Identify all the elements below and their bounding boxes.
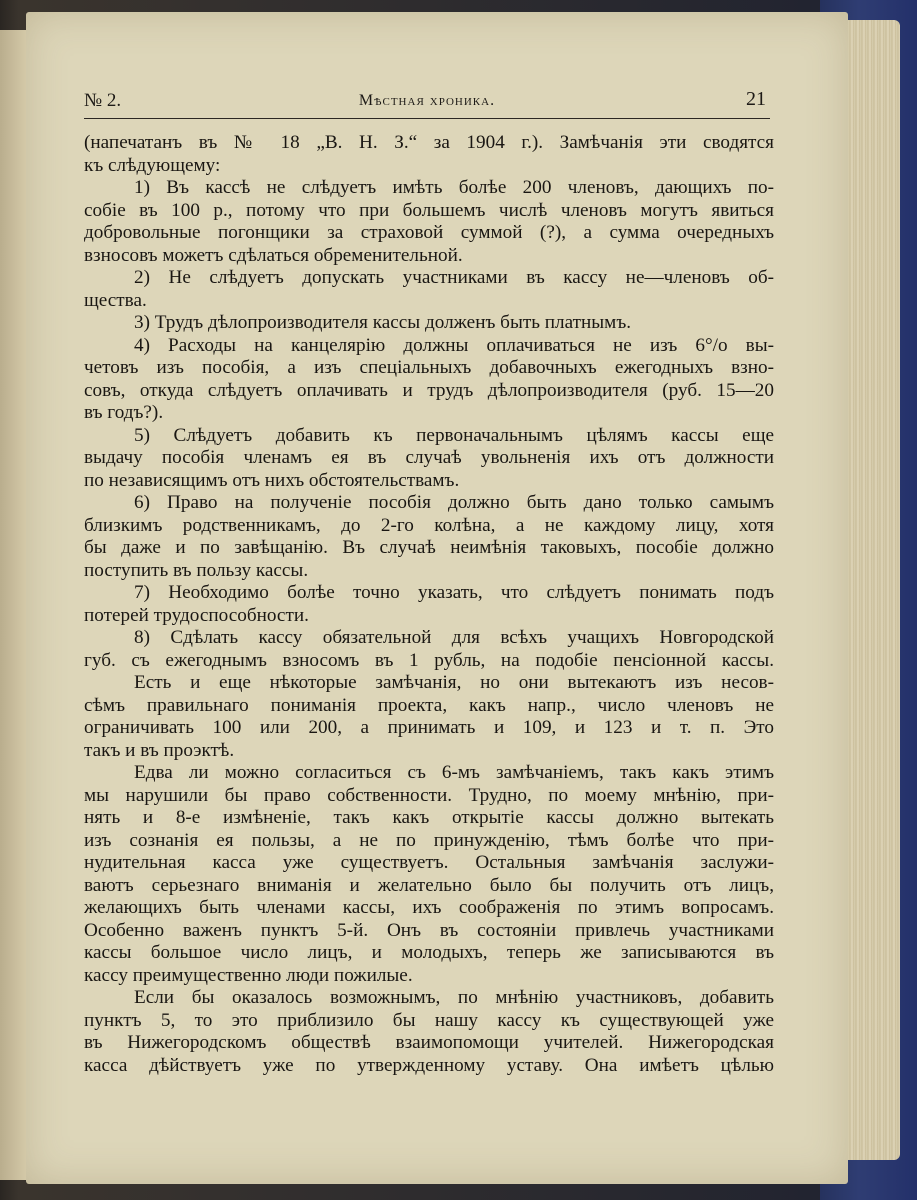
text-line: въ Нижегородскомъ обществѣ взаимопомощи учителей. Нижегородская (84, 1032, 774, 1053)
text-line: 5) Слѣдуетъ добавить къ первоначальнымъ цѣлямъ кассы еще (134, 424, 774, 446)
text-line: мы нарушили бы право собственности. Трудно, по моему мнѣнію, при- (84, 784, 774, 806)
text-line: такъ и въ проэктѣ. (84, 739, 235, 761)
text-line: 7) Необходимо болѣе точно указать, что слѣдуетъ понимать подъ (134, 582, 774, 603)
text-line: кассы большое число лицъ, и молодыхъ, теперь же записываются въ (84, 942, 774, 963)
text-line: ваютъ серьезнаго вниманія и желательно было бы получить отъ лицъ, (84, 874, 774, 896)
text-line: 1) Въ кассѣ не слѣдуетъ имѣть болѣе 200 членовъ, дающихъ по- (134, 177, 774, 198)
text-line: добровольные погонщики за страховой суммой (?), а сумма очередныхъ (84, 222, 774, 243)
text-line: Едва ли можно согласиться съ 6-мъ замѣчаніемъ, такъ какъ этимъ (134, 762, 774, 783)
text-line: нять и 8-е измѣненіе, такъ какъ открытіе кассы должно вытекать (84, 807, 774, 828)
text-line: 8) Сдѣлать кассу обязательной для всѣхъ учащихъ Новгородской (134, 627, 774, 648)
text-line: 3) Трудъ дѣлопроизводителя кассы долженъ быть платнымъ. (134, 312, 632, 333)
text-line: къ слѣдующему: (84, 154, 221, 176)
text-line: пунктъ 5, то это приблизило бы нашу кассу къ существующей уже (84, 1009, 774, 1031)
page-number: 21 (746, 88, 766, 110)
section-title: Мѣстная хроника. (358, 92, 496, 109)
text-line: потерей трудоспособности. (84, 604, 309, 626)
text-line: 4) Расходы на канцелярію должны оплачиваться не изъ 6°/о вы- (134, 334, 774, 356)
running-header (84, 88, 770, 119)
text-line: близкимъ родственникамъ, до 2-го колѣна, а не каждому лицу, хотя (84, 514, 774, 536)
text-line: собіе въ 100 р., потому что при большемъ числѣ членовъ могутъ явиться (84, 199, 774, 221)
text-line: ограничивать 100 или 200, а принимать и 109, и 123 и т. п. Это (84, 717, 774, 738)
body-text (84, 132, 774, 1077)
text-line: щества. (84, 289, 147, 311)
text-line: желающихъ быть членами кассы, ихъ соображенія по этимъ вопросамъ. (84, 897, 774, 918)
text-line: четовъ изъ пособія, а изъ спеціальныхъ добавочныхъ ежегодныхъ взно- (84, 357, 774, 378)
text-line: по независящимъ отъ нихъ обстоятельствамъ. (84, 469, 460, 491)
text-line: въ годъ?). (84, 402, 164, 423)
text-line: бы даже и по завѣщанію. Въ случаѣ неимѣнія таковыхъ, пособіе должно (84, 537, 774, 558)
text-line: поступить въ пользу кассы. (84, 559, 309, 581)
text-line: кассу преимущественно люди пожилые. (84, 964, 413, 986)
text-line: Если бы оказалось возможнымъ, по мнѣнію участниковъ, добавить (134, 987, 774, 1008)
text-line: Есть и еще нѣкоторые замѣчанія, но они вытекаютъ изъ несов- (134, 672, 774, 693)
text-line: губ. съ ежегоднымъ взносомъ въ 1 рубль, на подобіе пенсіонной кассы. (84, 649, 774, 671)
text-line: сѣмъ правильнаго пониманія проекта, какъ напр., число членовъ не (84, 694, 774, 716)
issue-number: № 2. (84, 90, 122, 111)
text-line: выдачу пособія членамъ ея въ случаѣ увольненія ихъ отъ должности (84, 447, 774, 468)
text-line: 6) Право на полученіе пособія должно быть дано только самымъ (134, 492, 774, 513)
text-line: 2) Не слѣдуетъ допускать участниками въ кассу не—членовъ об- (134, 267, 774, 288)
text-line: нудительная касса уже существуетъ. Остальныя замѣчанія заслужи- (84, 852, 774, 873)
text-line: касса дѣйствуетъ уже по утвержденному уставу. Она имѣетъ цѣлью (84, 1054, 774, 1076)
text-line: изъ сознанія ея пользы, а не по принужденію, тѣмъ болѣе что при- (84, 829, 774, 851)
text-line: взносовъ можетъ сдѣлаться обременительной. (84, 244, 463, 266)
text-line: совъ, откуда слѣдуетъ оплачивать и трудъ дѣлопроизводителя (руб. 15—20 (84, 379, 774, 401)
text-line: (напечатанъ въ № 18 „В. Н. З.“ за 1904 г.). Замѣчанія эти сводятся (84, 132, 774, 153)
text-line: Особенно важенъ пунктъ 5-й. Онъ въ состояніи привлечь участниками (84, 919, 774, 941)
